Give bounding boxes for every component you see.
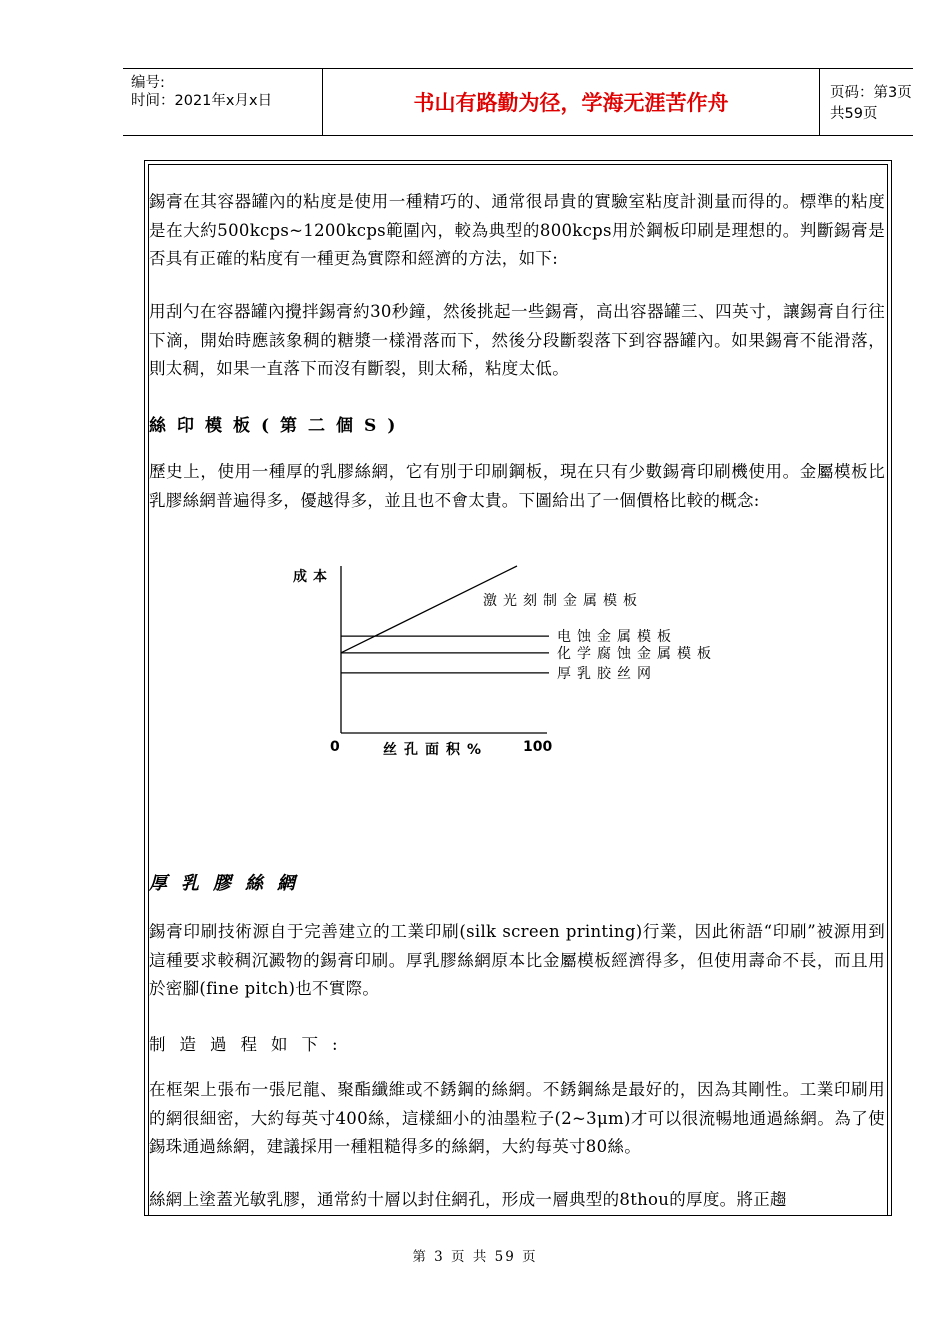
heading-thick-emulsion-screen: 厚乳膠絲網 <box>149 873 309 894</box>
content-frame <box>144 160 892 1216</box>
header-page-info: 页码：第3页 共59页 <box>830 85 912 122</box>
paragraph-viscosity-test: 用刮勺在容器罐內攪拌錫膏約30秒鐘，然後挑起一些錫膏，高出容器罐三、四英寸，讓錫膏自行往下滴，開始時應該象稠的糖漿一樣滑落而下，然後分段斷裂落下到容器罐內。如果錫膏不能滑落，則太稠，如果一直落下而沒有斷裂，則太稀，粘度太低。 <box>149 302 885 378</box>
series-label-3: 化学腐蚀金属模板 <box>557 645 717 662</box>
x-tick-label-0: 0 <box>330 739 340 755</box>
document-time: 时间：2021年x月x日 <box>131 93 273 109</box>
heading-stencil: 絲印模板(第二個S) <box>149 416 407 436</box>
cost-comparison-chart <box>271 561 771 761</box>
series-label-4: 厚乳胶丝网 <box>557 665 657 682</box>
paragraph-screen-origin: 錫膏印刷技術源自于完善建立的工業印刷(silk screen printing)行業，因此術語“印刷”被源用到這種要求較稠沉澱物的錫膏印刷。厚乳膠絲網原本比金屬模板經濟得多，但使用壽命不長，而且用於密腳(fine pitch)也不實際。 <box>149 922 885 998</box>
x-axis-label: 丝孔面积% <box>383 742 489 758</box>
x-tick-label-100: 100 <box>523 739 553 755</box>
process-steps-label: 制造過程如下: <box>149 1035 352 1054</box>
paragraph-stencil-history: 歷史上，使用一種厚的乳膠絲網，它有別于印刷鋼板，現在只有少數錫膏印刷機使用。金屬模板比乳膠絲網普遍得多，優越得多，並且也不會太貴。下圖給出了一個價格比較的概念: <box>149 462 885 510</box>
page-header <box>123 68 913 136</box>
y-axis-label: 成本 <box>293 569 333 585</box>
series-label-2: 电蚀金属模板 <box>557 629 677 646</box>
page-footer: 第 3 页 共 59 页 <box>412 1249 538 1265</box>
series-label-1: 激光刻制金属模板 <box>483 593 643 609</box>
document-number: 编号: <box>131 75 165 91</box>
header-motto: 书山有路勤为径，学海无涯苦作舟 <box>323 69 820 135</box>
paragraph-mesh: 在框架上張布一張尼龍、聚酯纖維或不銹鋼的絲網。不銹鋼絲是最好的，因為其剛性。工業印刷用的網很細密，大約每英寸400絲，這樣細小的油墨粒子(2~3μm)才可以很流暢地通過絲網。為了使錫珠通過絲網，建議採用一種粗糙得多的絲網，大約每英寸80絲。 <box>149 1080 885 1156</box>
header-meta <box>123 69 323 135</box>
series-line-1 <box>341 566 517 653</box>
paragraph-emulsion-coating: 絲網上塗蓋光敏乳膠，通常約十層以封住網孔，形成一層典型的8thou的厚度。將正趨 <box>149 1190 787 1209</box>
paragraph-viscosity: 錫膏在其容器罐內的粘度是使用一種精巧的、通常很昂貴的實驗室粘度計測量而得的。標準的粘度是在大約500kcps~1200kcps範圍內，較為典型的800kcps用於鋼板印刷是理想的。判斷錫膏是否具有正確的粘度有一種更為實際和經濟的方法，如下: <box>149 192 885 268</box>
